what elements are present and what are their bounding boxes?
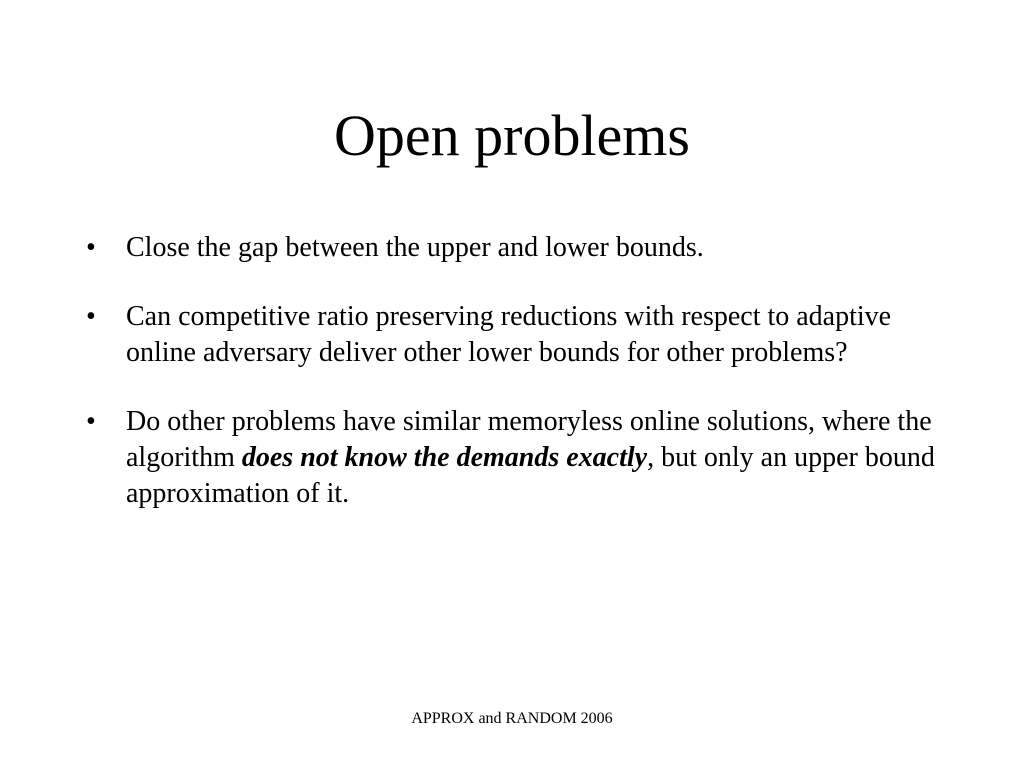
- bullet-item-memoryless: [86, 404, 966, 512]
- bullet-icon: •: [86, 406, 96, 437]
- bullet-text: Can competitive ratio preserving reductions with respect to adaptive online adversary deliver other lower bounds for other problems?: [126, 301, 892, 368]
- bullet-icon: •: [86, 232, 96, 263]
- bullet-icon: •: [86, 301, 96, 332]
- bullet-text-after: , but only an upper bound approximation of it.: [126, 442, 935, 509]
- bullet-item-gap: [86, 230, 966, 266]
- slide-title: Open problems: [334, 103, 690, 168]
- slide-footer: APPROX and RANDOM 2006: [411, 710, 613, 727]
- bullet-list: [86, 230, 966, 545]
- bullet-emphasis: does not know the demands exactly: [241, 442, 648, 473]
- bullet-text: Close the gap between the upper and lower bounds.: [126, 232, 704, 263]
- bullet-text-before: Do other problems have similar memoryless online solutions, where the algorithm: [126, 406, 932, 473]
- bullet-item-reductions: [86, 299, 966, 371]
